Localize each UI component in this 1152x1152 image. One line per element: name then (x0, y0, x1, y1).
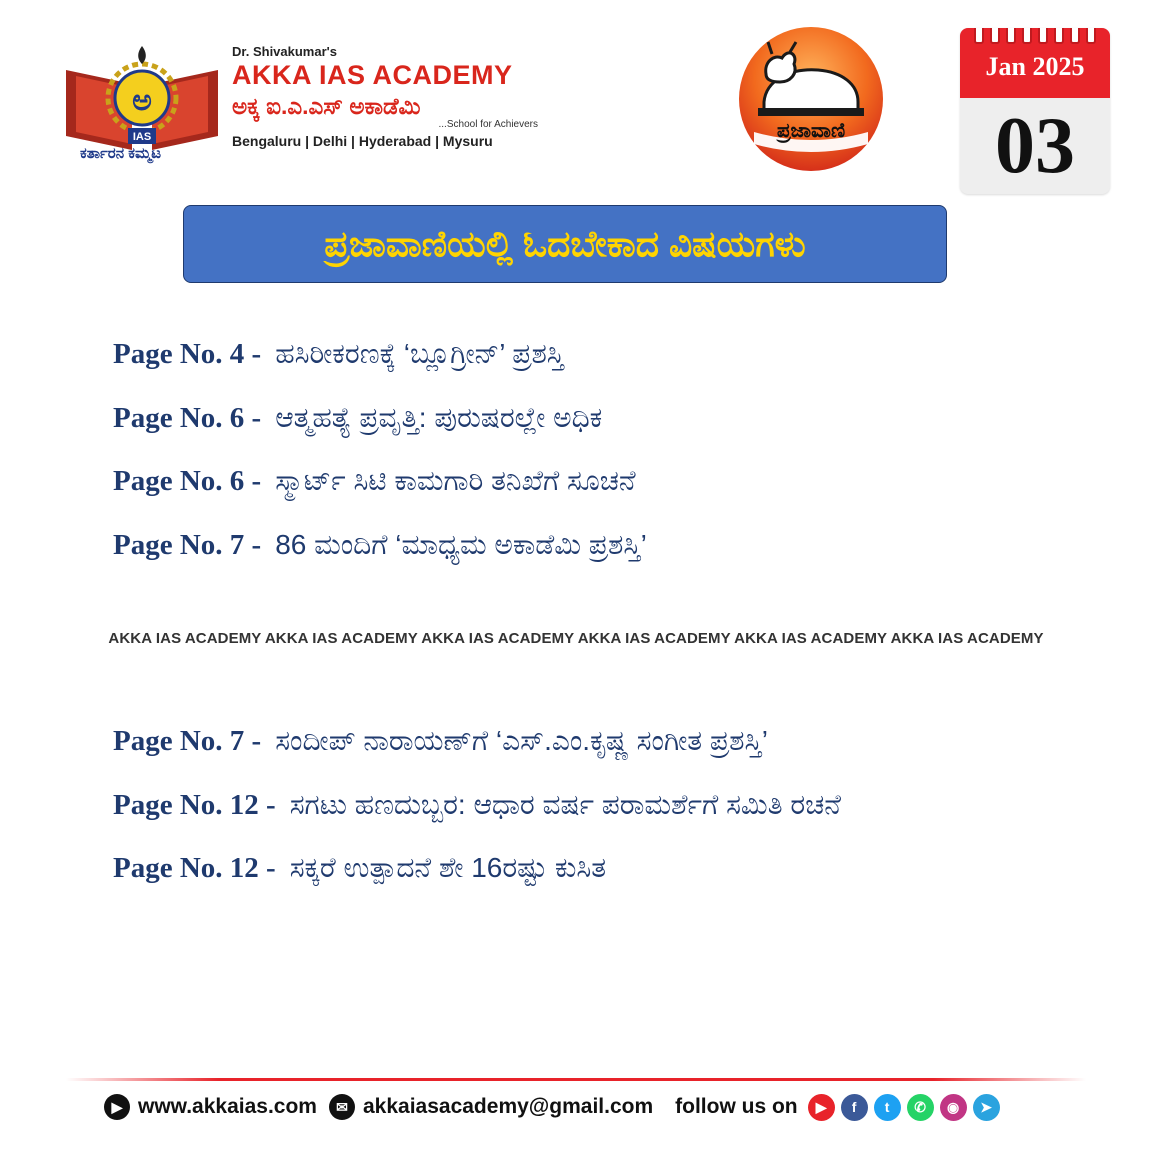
whatsapp-icon[interactable]: ✆ (907, 1094, 934, 1121)
instagram-icon[interactable]: ◉ (940, 1094, 967, 1121)
article-page-number: Page No. 7 - (113, 528, 262, 561)
article-page-number: Page No. 6 - (113, 465, 262, 498)
youtube-icon[interactable]: ▶ (808, 1094, 835, 1121)
article-headline: ಸ್ಮಾರ್ಟ್ ಸಿಟಿ ಕಾಮಗಾರಿ ತನಿಖೆಗೆ ಸೂಚನೆ (275, 465, 636, 497)
article-page-number: Page No. 12 - (113, 852, 276, 885)
social-icons (808, 1094, 1006, 1121)
brand-subtitle: Dr. Shivakumar's (232, 44, 337, 59)
twitter-icon[interactable]: t (874, 1094, 901, 1121)
article-list-top (113, 323, 1093, 577)
academy-motto: ಕರ್ತಾರನ ಕಮ್ಮಟ (80, 145, 162, 162)
telegram-icon[interactable]: ➤ (973, 1094, 1000, 1121)
article-headline: ಸಕ್ಕರೆ ಉತ್ಪಾದನೆ ಶೇ 16ರಷ್ಟು ಕುಸಿತ (289, 852, 607, 884)
article-item (113, 323, 1093, 387)
svg-text:ಅ: ಅ (132, 83, 152, 118)
watermark-strip: AKKA IAS ACADEMY AKKA IAS ACADEMY AKKA IAS ACADEMY AKKA IAS ACADEMY AKKA IAS ACADEMY AKKA IAS ACADEMY (108, 630, 1044, 647)
brand-name-kannada: ಅಕ್ಕ ಐ.ಎ.ಎಸ್ ಅಕಾಡೆಮಿ (232, 93, 421, 119)
footer-divider (66, 1078, 1086, 1081)
email-link[interactable]: akkaiasacademy@gmail.com (362, 1095, 654, 1118)
facebook-icon[interactable]: f (841, 1094, 868, 1121)
article-item (113, 774, 1093, 838)
article-page-number: Page No. 7 - (113, 725, 262, 758)
article-item (113, 837, 1093, 901)
calendar-rings (974, 28, 1096, 44)
article-headline: ಆತ್ಮಹತ್ಯೆ ಪ್ರವೃತ್ತಿ: ಪುರುಷರಲ್ಲೇ ಅಧಿಕ (275, 401, 603, 433)
article-headline: ಸಂದೀಪ್ ನಾರಾಯಣ್‌ಗೆ ‘ಎಸ್.ಎಂ.ಕೃಷ್ಣ ಸಂಗೀತ ಪ್ರಶಸ್ತಿ’ (275, 725, 768, 757)
article-page-number: Page No. 12 - (113, 788, 276, 821)
article-item (113, 710, 1093, 774)
article-headline: 86 ಮಂದಿಗೆ ‘ಮಾಧ್ಯಮ ಅಕಾಡೆಮಿ ಪ್ರಶಸ್ತಿ’ (275, 528, 647, 560)
title-banner (183, 205, 947, 283)
banner-title: ಪ್ರಜಾವಾಣಿಯಲ್ಲಿ ಓದಬೇಕಾದ ವಿಷಯಗಳು (324, 222, 806, 264)
calendar-month-year: Jan 2025 (985, 52, 1085, 81)
article-page-number: Page No. 4 - (113, 338, 262, 371)
article-item (113, 450, 1093, 514)
calendar-day: 03 (995, 102, 1075, 190)
email-icon: ✉ (329, 1094, 355, 1120)
web-icon: ▶ (104, 1094, 130, 1120)
follow-label: follow us on (675, 1095, 798, 1118)
prajavani-logo (736, 24, 886, 174)
brand-block (232, 44, 562, 149)
article-list-bottom (113, 710, 1093, 901)
brand-tagline: ...School for Achievers (438, 119, 538, 130)
article-item (113, 387, 1093, 451)
brand-name: AKKA IAS ACADEMY (232, 60, 513, 90)
article-page-number: Page No. 6 - (113, 401, 262, 434)
article-headline: ಹಸಿರೀಕರಣಕ್ಕೆ ‘ಬ್ಲೂಗ್ರೀನ್’ ಪ್ರಶಸ್ತಿ (275, 338, 565, 370)
article-headline: ಸಗಟು ಹಣದುಬ್ಬರ: ಆಧಾರ ವರ್ಷ ಪರಾಮರ್ಶೆಗೆ ಸಮಿತಿ ರಚನೆ (289, 788, 841, 820)
website-link[interactable]: www.akkaias.com (138, 1095, 317, 1118)
footer-bar (104, 1090, 1006, 1124)
brand-cities: Bengaluru | Delhi | Hyderabad | Mysuru (232, 133, 493, 149)
emblem-ias-label: IAS (132, 131, 152, 143)
date-calendar (960, 28, 1110, 194)
article-item (113, 514, 1093, 578)
newspaper-name: ಪ್ರಜಾವಾಣಿ (776, 120, 846, 142)
